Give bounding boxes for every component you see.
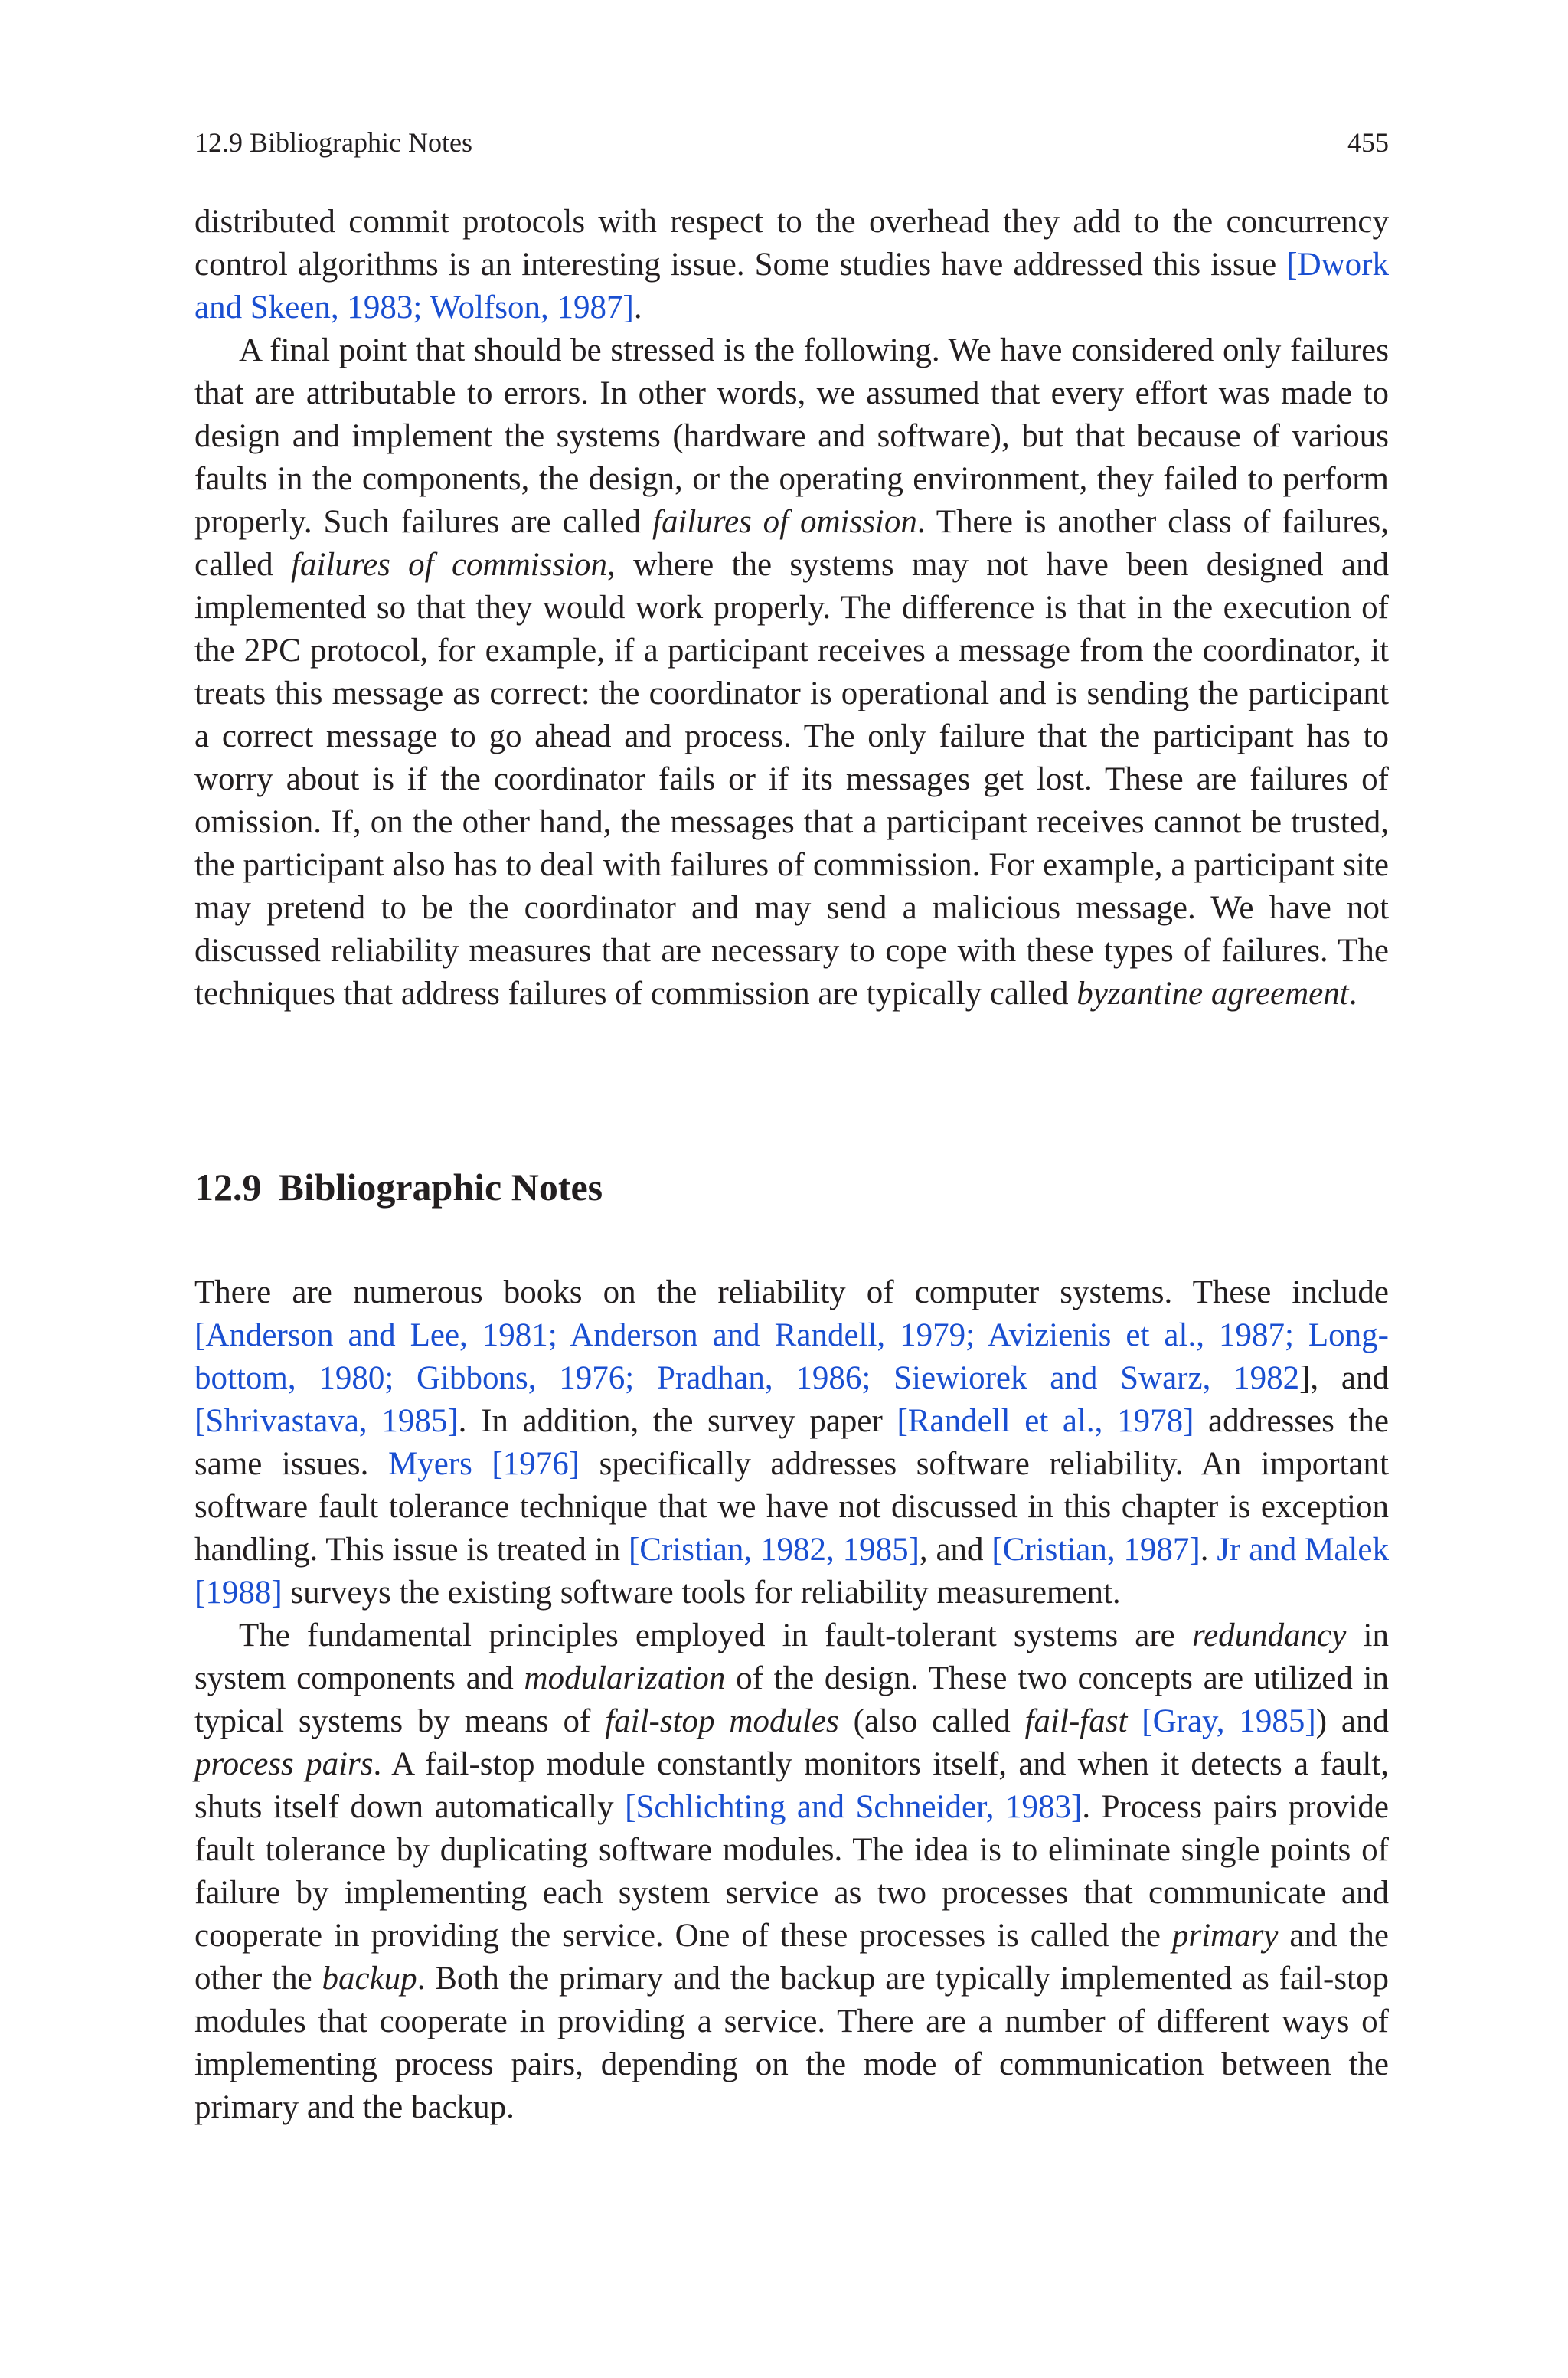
paragraph-fault-tolerance-principles	[194, 1614, 1389, 2129]
emphasis-term: backup	[322, 1961, 417, 1997]
text-run	[1127, 1703, 1142, 1739]
bibliographic-notes-block	[194, 1271, 1389, 2129]
intro-text-block	[194, 201, 1389, 1016]
paragraph-concurrency-overhead	[194, 201, 1389, 329]
citation-link[interactable]: [Cristian, 1982, 1985]	[628, 1532, 920, 1568]
citation-link[interactable]: [Anderson and Lee, 1981; Anderson and Randell, 1979; Avizienis et al., 1987; Longbottom, 1980; Gibbons, 1976; Pradhan, 1986; Siewiorek and Swarz, 1982	[194, 1317, 1389, 1396]
text-run: .	[1348, 976, 1357, 1012]
emphasis-term: primary	[1171, 1918, 1279, 1954]
citation-link[interactable]: [Gray, 1985]	[1142, 1703, 1316, 1739]
citation-link[interactable]: [Cristian, 1987]	[991, 1532, 1200, 1568]
emphasis-term: failures of omission	[652, 504, 917, 540]
citation-link[interactable]: [Dwork and Skeen, 1983; Wolfson, 1987]	[194, 247, 1389, 325]
citation-link[interactable]: Myers [1976]	[387, 1446, 580, 1482]
text-run: , and	[919, 1532, 992, 1568]
section-title: Bibliographic Notes	[278, 1166, 603, 1209]
text-run: .	[633, 289, 642, 325]
text-run: distributed commit protocols with respect to the overhead they add to the concurrency control algorithms is an interesting issue. Some studies have addressed this issue	[194, 204, 1389, 283]
citation-link[interactable]: [Shrivastava, 1985]	[194, 1403, 459, 1439]
text-run: in system components and	[194, 1617, 1389, 1696]
section-heading	[194, 1164, 603, 1210]
paragraph-failure-classes	[194, 329, 1389, 1016]
emphasis-term: modularization	[524, 1660, 726, 1696]
text-run: ) and	[1315, 1703, 1389, 1739]
citation-link[interactable]: [Schlichting and Schneider, 1983]	[625, 1789, 1083, 1825]
emphasis-term: fail-fast	[1024, 1703, 1128, 1739]
text-run: , where the systems may not have been designed and implemented so that they would work properly. The difference is that in the execution of the 2PC protocol, for example, if a participant receives a message from the coordinator, it treats this message as correct: the coordinator is operational and is sending the participant a correct message to go ahead and process. The only failure that the participant has to worry about is if the coordinator fails or if its messages get lost. These are failures of omission. If, on the other hand, the messages that a participant receives cannot be trusted, the participant also has to deal with failures of commission. For example, a participant site may pretend to be the coordinator and may send a malicious message. We have not discussed reliability measures that are necessary to cope with these types of failures. The techniques that address failures of commission are typically called	[194, 547, 1389, 1012]
text-run: .	[1200, 1532, 1217, 1568]
emphasis-term: fail-stop modules	[605, 1703, 839, 1739]
text-run: (also called	[838, 1703, 1025, 1739]
text-run: specifically addresses software reliability. An important software fault tolerance technique that we have not discussed in this chapter is exception handling. This issue is treated in	[194, 1446, 1389, 1568]
text-run: The fundamental principles employed in fault-tolerant systems are	[239, 1617, 1192, 1653]
text-run: addresses the same issues.	[194, 1403, 1390, 1482]
text-run: . Process pairs provide fault tolerance by duplicating software modules. The idea is to eliminate single points of failure by implementing each system service as two processes that communicate and cooperate in providing the service. One of these processes is called the	[194, 1789, 1390, 1954]
text-run: . There is another class of failures, called	[194, 504, 1389, 583]
text-run: of the design. These two concepts are utilized in typical systems by means of	[194, 1660, 1389, 1739]
text-run: surveys the existing software tools for reliability measurement.	[282, 1575, 1121, 1611]
text-run: . A fail-stop module constantly monitors itself, and when it detects a fault, shuts itself down automatically	[194, 1746, 1389, 1825]
section-number: 12.9	[194, 1166, 262, 1209]
emphasis-term: process pairs	[194, 1746, 374, 1782]
citation-link[interactable]: [Randell et al., 1978]	[897, 1403, 1194, 1439]
running-head-section: 12.9 Bibliographic Notes	[194, 127, 472, 158]
text-run: . In addition, the survey paper	[458, 1403, 897, 1439]
citation-link[interactable]: Jr and Malek [1988]	[194, 1532, 1389, 1611]
paragraph-reliability-books	[194, 1271, 1389, 1614]
emphasis-term: byzantine agreement	[1076, 976, 1349, 1012]
page-number: 455	[1348, 127, 1389, 158]
text-run: . Both the primary and the backup are typically implemented as fail-stop modules that cooperate in providing a service. There are a number of different ways of implementing process pairs, depending on the mode of communication between the primary and the backup.	[194, 1961, 1389, 2125]
text-run: ], and	[1299, 1360, 1389, 1396]
text-run: and the other the	[194, 1918, 1389, 1997]
emphasis-term: redundancy	[1191, 1617, 1347, 1653]
text-run: A final point that should be stressed is the following. We have considered only failures that are attributable to errors. In other words, we assumed that every effort was made to design and implement the systems (hardware and software), but that because of various faults in the components, the design, or the operating environment, they failed to perform properly. Such failures are called	[194, 332, 1389, 540]
emphasis-term: failures of commission	[291, 547, 608, 583]
text-run: There are numerous books on the reliability of computer systems. These include	[194, 1274, 1389, 1310]
